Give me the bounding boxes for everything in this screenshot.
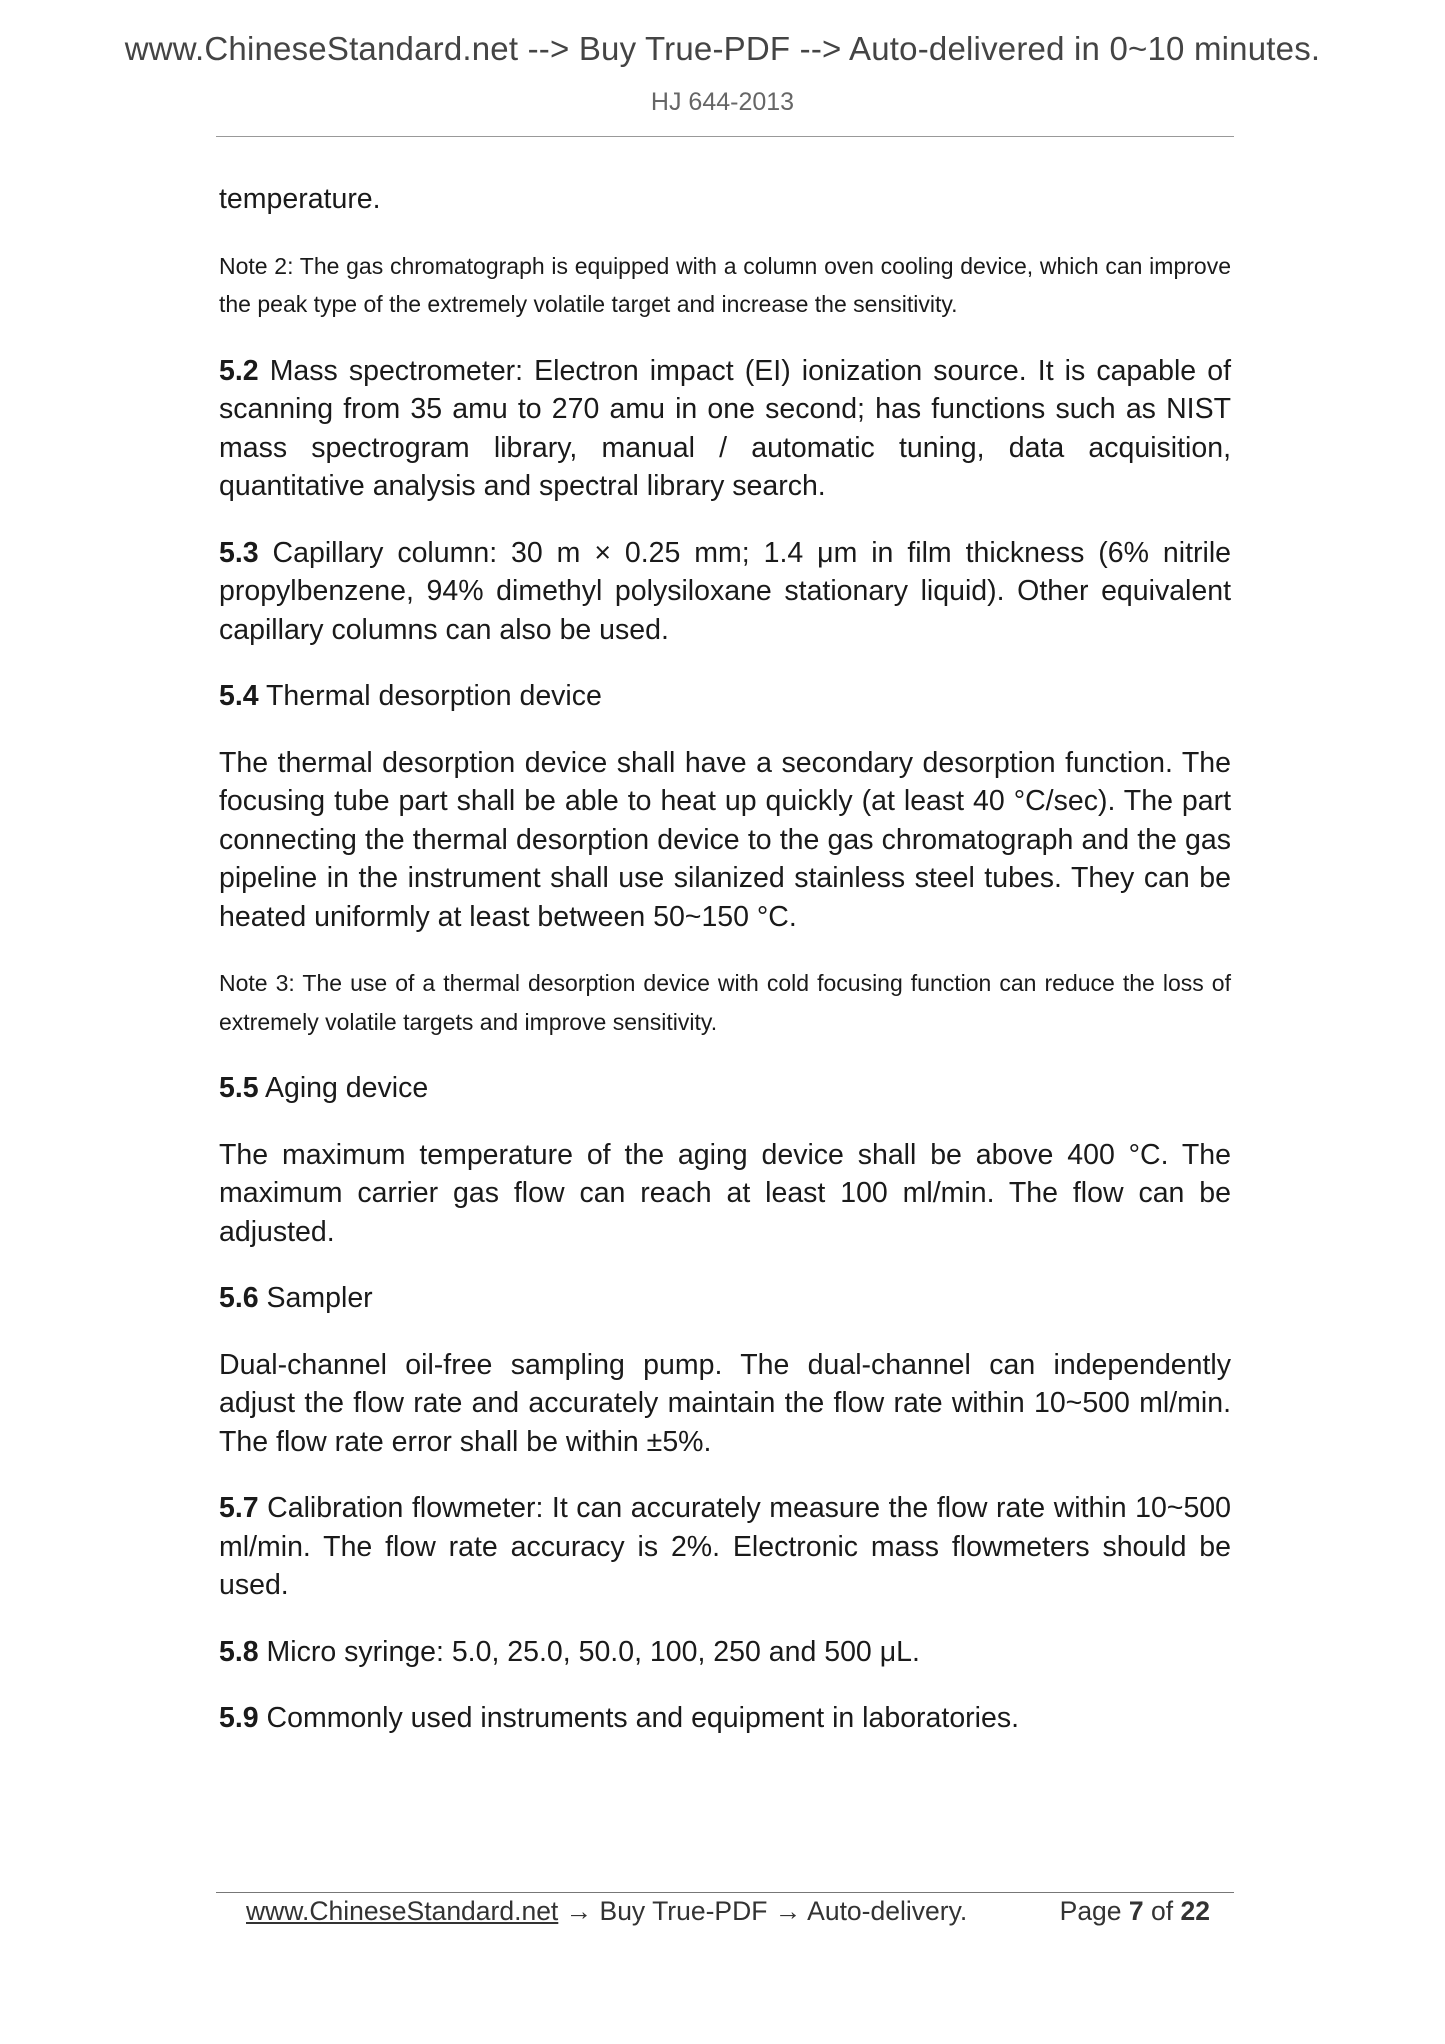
footer-site-link[interactable]: www.ChineseStandard.net [246,1896,559,1926]
footer-promo [246,1896,967,1927]
page-indicator [1060,1896,1210,1927]
section-number: 5.2 [219,354,259,387]
section-5-5 [219,1069,1231,1108]
section-5-7 [219,1489,1231,1605]
section-text: Aging device [258,1072,429,1104]
section-number: 5.5 [219,1072,259,1104]
section-text: Calibration flowmeter: It can accurately measure the flow rate within 10~500 ml/min. The flow rate accuracy is 2%. Electronic mass flowmeters should be used. [219,1492,1231,1601]
document-body [219,180,1231,1766]
section-number: 5.9 [219,1702,259,1734]
section-number: 5.3 [219,536,259,569]
paragraph-continued: temperature. [219,183,381,215]
header-divider [216,136,1234,137]
section-text: Capillary column: 30 m × 0.25 mm; 1.4 μm in film thickness (6% nitrile propylbenzene, 94% dimethyl polysiloxane stationary liquid). Other equivalent capillary columns can also be used. [219,536,1231,646]
section-5-2 [219,352,1231,506]
section-5-8 [219,1633,1231,1672]
section-5-6-paragraph: Dual-channel oil-free sampling pump. The dual-channel can independently adjust the flow rate and accurately maintain the flow rate within 10~500 ml/min. The flow rate error shall be within ±5%. [219,1348,1231,1458]
section-5-4 [219,677,1231,716]
page-of-label: of [1151,1896,1174,1926]
section-text: Commonly used instruments and equipment in laboratories. [258,1702,1020,1734]
page-label: Page [1059,1896,1122,1926]
section-text: Thermal desorption device [258,680,602,712]
page-total: 22 [1180,1896,1210,1926]
section-5-3 [219,534,1231,650]
page-footer [216,1896,1234,1936]
note-2: Note 2: The gas chromatograph is equipped with a column oven cooling device, which can improve the peak type of the extremely volatile target and increase the sensitivity. [219,252,1231,317]
section-text: Micro syringe: 5.0, 25.0, 50.0, 100, 250 and 500 μL. [258,1635,920,1668]
note-3: Note 3: The use of a thermal desorption device with cold focusing function can reduce the loss of extremely volatile targets and improve sensitivity. [219,970,1231,1035]
section-text: Mass spectrometer: Electron impact (EI) ionization source. It is capable of scanning from 35 amu to 270 amu in one second; has functions such as NIST mass spectrogram library, manual / automatic tuning, data acquisition, quantitative analysis and spectral library search. [219,354,1231,502]
section-5-5-paragraph: The maximum temperature of the aging device shall be above 400 °C. The maximum carrier gas flow can reach at least 100 ml/min. The flow can be adjusted. [219,1138,1231,1248]
page-number: 7 [1128,1896,1144,1926]
site-banner: www.ChineseStandard.net --> Buy True-PDF --> Auto-delivered in 0~10 minutes. [124,30,1321,67]
section-5-6 [219,1279,1231,1318]
section-5-4-paragraph: The thermal desorption device shall have a secondary desorption function. The focusing tube part shall be able to heat up quickly (at least 40 °C/sec). The part connecting the thermal desorption device to the gas chromatograph and the gas pipeline in the instrument shall use silanized stainless steel tubes. They can be heated uniformly at least between 50~150 °C. [219,746,1231,933]
section-number: 5.8 [219,1635,259,1668]
standard-code: HJ 644-2013 [650,88,795,116]
footer-tagline: → Buy True-PDF → Auto-delivery. [558,1896,968,1926]
section-number: 5.4 [219,680,259,712]
section-number: 5.7 [219,1492,259,1524]
section-text: Sampler [258,1282,373,1314]
section-5-9 [219,1699,1231,1738]
footer-divider [216,1892,1234,1893]
section-number: 5.6 [219,1282,259,1314]
